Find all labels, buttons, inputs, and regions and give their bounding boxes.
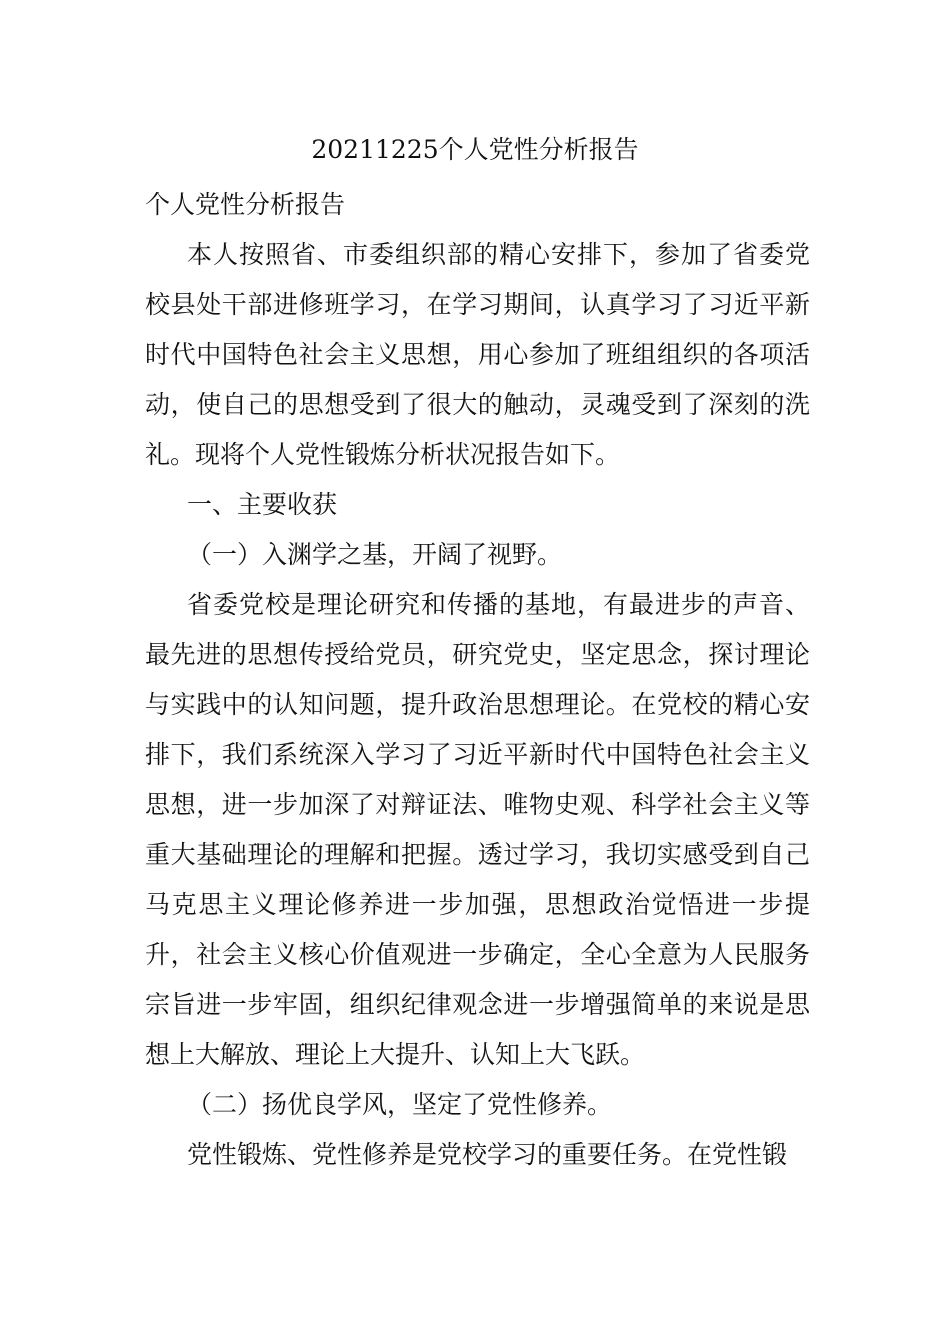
document-subtitle: 个人党性分析报告 [145,190,346,219]
document-body [145,180,810,1180]
intro-paragraph: 本人按照省、市委组织部的精心安排下，参加了省委党校县处干部进修班学习，在学习期间，认真学习了习近平新时代中国特色社会主义思想，用心参加了班组组织的各项活动，使自己的思想受到了很大的触动，灵魂受到了深刻的洗礼。现将个人党性锻炼分析状况报告如下。 [145,240,810,469]
document-title: 20211225个人党性分析报告 [311,135,639,164]
subsection-paragraph-1: 省委党校是理论研究和传播的基地，有最进步的声音、最先进的思想传授给党员，研究党史，坚定思念，探讨理论与实践中的认知问题，提升政治思想理论。在党校的精心安排下，我们系统深入学习了习近平新时代中国特色社会主义思想，进一步加深了对辩证法、唯物史观、科学社会主义等重大基础理论的理解和把握。透过学习，我切实感受到自己马克思主义理论修养进一步加强，思想政治觉悟进一步提升，社会主义核心价值观进一步确定，全心全意为人民服务宗旨进一步牢固，组织纪律观念进一步增强简单的来说是思想上大解放、理论上大提升、认知上大飞跃。 [145,590,810,1069]
subsection-heading-1: （一）入渊学之基，开阔了视野。 [187,540,563,569]
subsection-paragraph-2: 党性锻炼、党性修养是党校学习的重要任务。在党性锻 [187,1140,788,1169]
section-heading-main-gains: 一、主要收获 [187,490,338,519]
subsection-heading-2: （二）扬优良学风，坚定了党性修养。 [187,1090,613,1119]
